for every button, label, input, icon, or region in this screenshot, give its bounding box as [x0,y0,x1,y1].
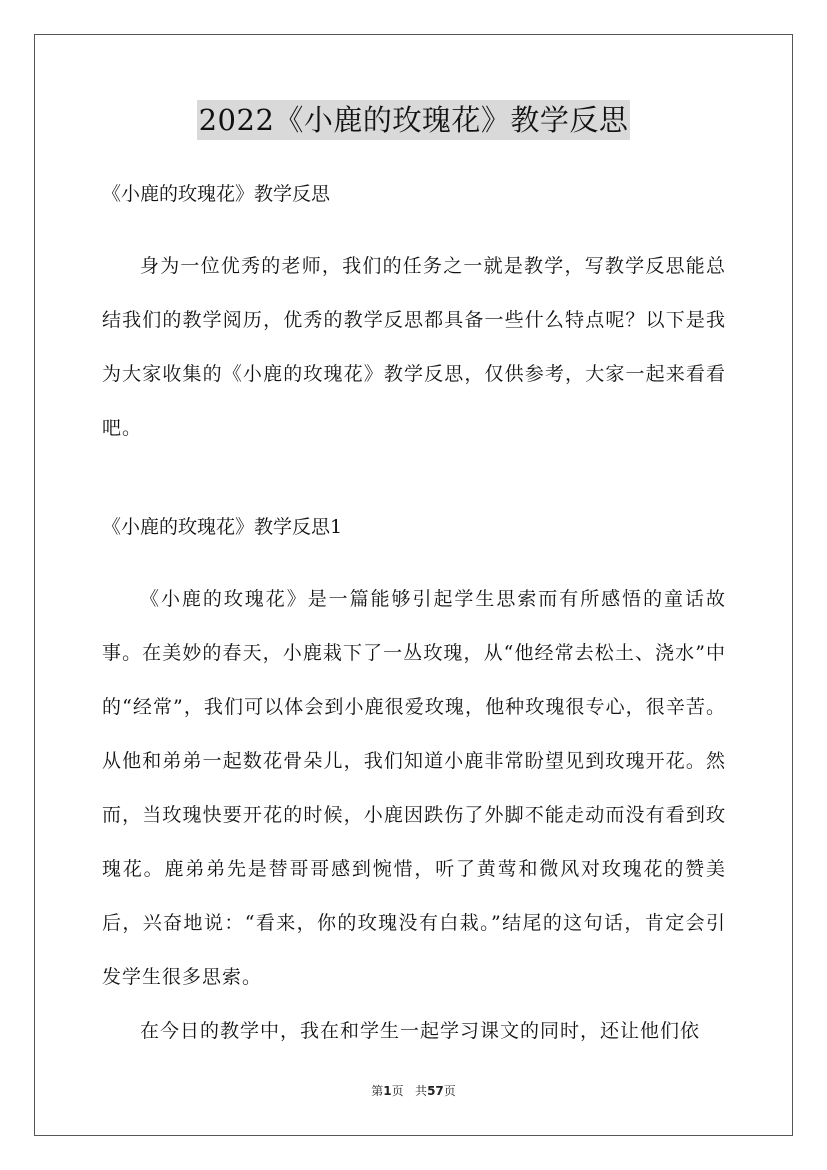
footer-total-prefix: 共 [415,1084,428,1098]
footer-page-number: 1 [383,1084,392,1098]
paragraph-2: 在今日的教学中，我在和学生一起学习课文的同时，还让他们依 [140,1020,701,1042]
intro-paragraph: 身为一位优秀的老师，我们的任务之一就是教学，写教学反思能总结我们的教学阅历，优秀的教学反思都具备一些什么特点呢？以下是我为大家收集的《小鹿的玫瑰花》教学反思，仅供参考，大家一起来看看吧。 [102,255,726,439]
paragraph-1: 《小鹿的玫瑰花》是一篇能够引起学生思索而有所感悟的童话故事。在美妙的春天，小鹿栽下了一丛玫瑰，从“他经常去松土、浇水”中的“经常”，我们可以体会到小鹿很爱玫瑰，他种玫瑰很专心，很辛苦。从他和弟弟一起数花骨朵儿，我们知道小鹿非常盼望见到玫瑰开花。然而，当玫瑰快要开花的时候，小鹿因跌伤了外脚不能走动而没有看到玫瑰花。鹿弟弟先是替哥哥感到惋惜，听了黄莺和微风对玫瑰花的赞美后，兴奋地说：“看来，你的玫瑰没有白栽。”结尾的这句话，肯定会引发学生很多思索。 [102,588,726,988]
title-container [0,100,827,140]
footer-page-prefix: 第 [371,1084,384,1098]
footer-total-suffix: 页 [443,1084,456,1098]
document-body [102,176,726,1058]
page-footer [0,1082,827,1099]
section-heading-1: 《小鹿的玫瑰花》教学反思1 [102,516,343,538]
section-heading-intro: 《小鹿的玫瑰花》教学反思 [102,183,331,205]
footer-page-suffix: 页 [391,1084,404,1098]
document-title: 2022《小鹿的玫瑰花》教学反思 [197,100,631,140]
footer-total-pages: 57 [427,1084,444,1098]
